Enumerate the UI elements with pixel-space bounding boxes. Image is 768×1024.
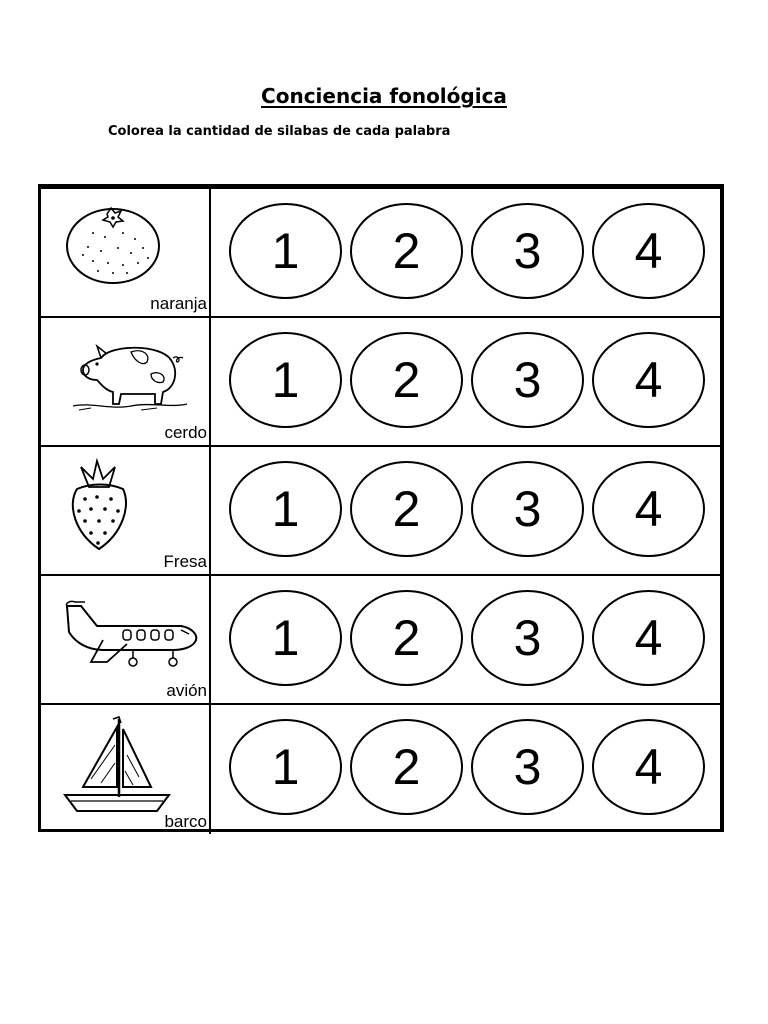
table-row	[41, 447, 720, 576]
page-title	[0, 84, 768, 108]
page-title-text: Conciencia fonológica	[261, 84, 507, 108]
syllable-circle-3[interactable]: 3	[471, 590, 584, 686]
syllable-circle-4[interactable]: 4	[592, 461, 705, 557]
syllable-circle-2[interactable]: 2	[350, 332, 463, 428]
syllable-circle-1[interactable]: 1	[229, 332, 342, 428]
syllable-circle-1[interactable]: 1	[229, 203, 342, 299]
table-row	[41, 576, 720, 705]
orange-icon	[63, 203, 163, 285]
worksheet-table	[38, 184, 724, 832]
syllable-circle-2[interactable]: 2	[350, 203, 463, 299]
syllable-options	[211, 447, 720, 574]
syllable-circle-3[interactable]: 3	[471, 461, 584, 557]
picture-cell	[41, 705, 211, 834]
sailboat-icon	[61, 715, 173, 815]
word-label: avión	[166, 681, 207, 700]
syllable-circle-3[interactable]: 3	[471, 332, 584, 428]
word-label: barco	[164, 812, 207, 831]
syllable-circle-1[interactable]: 1	[229, 590, 342, 686]
table-row	[41, 705, 720, 834]
syllable-circle-3[interactable]: 3	[471, 719, 584, 815]
pig-icon	[71, 336, 189, 414]
word-label: naranja	[150, 294, 207, 313]
table-row	[41, 318, 720, 447]
syllable-options	[211, 576, 720, 703]
syllable-options	[211, 318, 720, 445]
syllable-circle-1[interactable]: 1	[229, 461, 342, 557]
syllable-circle-4[interactable]: 4	[592, 332, 705, 428]
syllable-circle-4[interactable]: 4	[592, 590, 705, 686]
word-label: cerdo	[164, 423, 207, 442]
table-row	[41, 189, 720, 318]
syllable-options	[211, 189, 720, 316]
picture-cell	[41, 318, 211, 445]
picture-cell	[41, 189, 211, 316]
syllable-options	[211, 705, 720, 834]
instruction-text: Colorea la cantidad de silabas de cada palabra	[108, 124, 451, 139]
word-label: Fresa	[163, 552, 207, 571]
picture-cell	[41, 576, 211, 703]
syllable-circle-2[interactable]: 2	[350, 719, 463, 815]
syllable-circle-4[interactable]: 4	[592, 719, 705, 815]
syllable-circle-2[interactable]: 2	[350, 461, 463, 557]
syllable-circle-4[interactable]: 4	[592, 203, 705, 299]
syllable-circle-1[interactable]: 1	[229, 719, 342, 815]
airplane-icon	[63, 600, 199, 672]
strawberry-icon	[63, 457, 135, 553]
picture-cell	[41, 447, 211, 574]
syllable-circle-3[interactable]: 3	[471, 203, 584, 299]
syllable-circle-2[interactable]: 2	[350, 590, 463, 686]
